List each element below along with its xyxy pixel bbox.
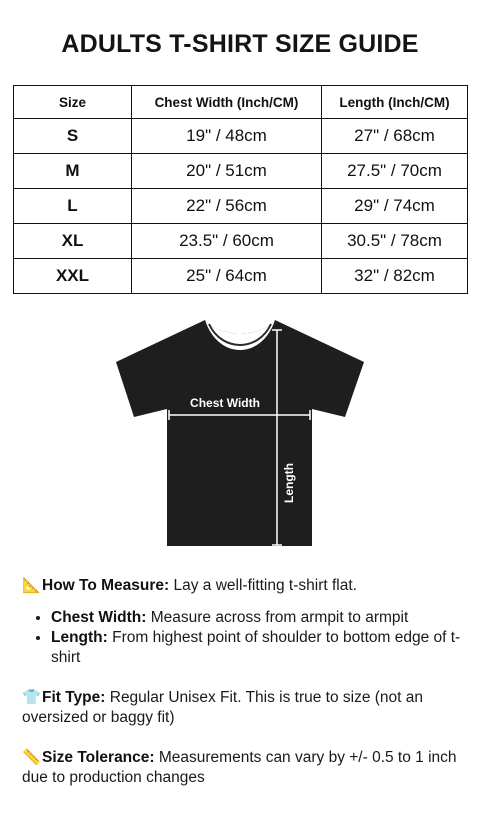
tshirt-shape <box>116 320 364 546</box>
chest-width-term: Chest Width: <box>51 609 147 626</box>
length-label: Length <box>282 463 296 503</box>
fit-type-heading: Fit Type: <box>42 689 106 706</box>
size-chart-table <box>13 85 468 294</box>
chest-width-cell: 25" / 64cm <box>132 259 322 294</box>
length-cell: 32" / 82cm <box>322 259 468 294</box>
how-to-measure-text: Lay a well-fitting t-shirt flat. <box>169 577 357 594</box>
how-to-measure-line <box>22 576 468 596</box>
table-row <box>14 259 468 294</box>
table-row <box>14 154 468 189</box>
size-cell: L <box>14 189 132 224</box>
instructions-section <box>22 576 468 788</box>
list-item <box>51 608 468 628</box>
chest-width-cell: 20" / 51cm <box>132 154 322 189</box>
how-to-measure-heading: How To Measure: <box>42 577 170 594</box>
size-tolerance-line <box>22 748 468 788</box>
ruler-icon: 📏 <box>22 749 41 766</box>
size-tolerance-text: Measurements can vary by +/- 0.5 to 1 inch due to production changes <box>22 749 457 786</box>
fit-type-line <box>22 688 468 728</box>
tshirt-icon: 👕 <box>22 689 41 706</box>
table-row <box>14 224 468 259</box>
triangular-ruler-icon: 📐 <box>22 577 41 594</box>
length-cell: 27.5" / 70cm <box>322 154 468 189</box>
chest-width-cell: 19" / 48cm <box>132 119 322 154</box>
length-term: Length: <box>51 629 108 646</box>
chest-width-cell: 22" / 56cm <box>132 189 322 224</box>
fit-type-text: Regular Unisex Fit. This is true to size (not an oversized or baggy fit) <box>22 689 424 726</box>
table-row <box>14 189 468 224</box>
header-size: Size <box>14 86 132 119</box>
chest-width-cell: 23.5" / 60cm <box>132 224 322 259</box>
tshirt-measurement-diagram <box>112 316 368 552</box>
chest-width-desc: Measure across from armpit to armpit <box>146 609 409 626</box>
table-row <box>14 119 468 154</box>
size-cell: M <box>14 154 132 189</box>
chest-width-label: Chest Width <box>190 396 260 410</box>
table-header-row <box>14 86 468 119</box>
header-length: Length (Inch/CM) <box>322 86 468 119</box>
header-chest-width: Chest Width (Inch/CM) <box>132 86 322 119</box>
size-cell: XXL <box>14 259 132 294</box>
length-cell: 29" / 74cm <box>322 189 468 224</box>
length-desc: From highest point of shoulder to bottom edge of t-shirt <box>51 629 461 666</box>
list-item <box>51 628 468 668</box>
length-cell: 27" / 68cm <box>322 119 468 154</box>
size-cell: S <box>14 119 132 154</box>
measure-list <box>22 608 468 668</box>
size-cell: XL <box>14 224 132 259</box>
length-cell: 30.5" / 78cm <box>322 224 468 259</box>
size-tolerance-heading: Size Tolerance: <box>42 749 155 766</box>
page-title: ADULTS T-SHIRT SIZE GUIDE <box>61 30 419 58</box>
